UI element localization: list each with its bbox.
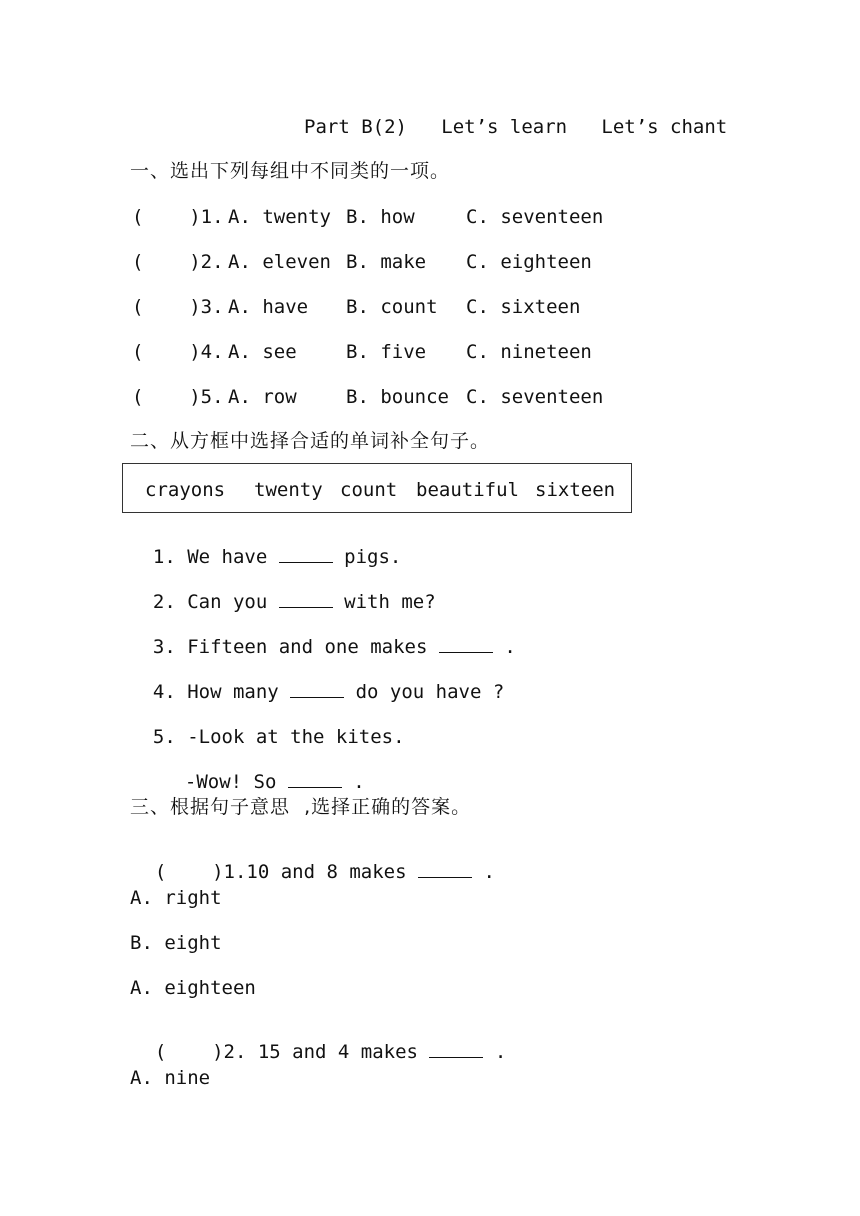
option-a: A. see: [228, 341, 297, 363]
question-text: ( )2. 15 and 4 makes: [154, 1041, 430, 1063]
option-a: A. twenty: [228, 206, 331, 228]
q2-option: A. nine: [130, 1067, 211, 1089]
question-text: .: [472, 861, 495, 883]
row-bracket: ( )2.: [132, 251, 224, 273]
option-b: B. count: [346, 296, 438, 318]
option-b: B. bounce: [346, 386, 449, 408]
option-c: C. sixteen: [466, 296, 581, 318]
question-1: [132, 844, 495, 882]
option-c: C. eighteen: [466, 251, 592, 273]
row-bracket: ( )3.: [132, 296, 224, 318]
row-bracket: ( )5.: [132, 386, 224, 408]
option-c: C. nineteen: [466, 341, 592, 363]
answer-blank[interactable]: [279, 593, 333, 608]
row-bracket: ( )4.: [132, 341, 224, 363]
sentence-text: with me?: [332, 591, 436, 613]
section3-heading: 三、根据句子意思 ,选择正确的答案。: [130, 796, 472, 818]
option-a: A. eleven: [228, 251, 331, 273]
answer-blank[interactable]: [290, 683, 344, 698]
sentence-4: [130, 664, 504, 702]
sentence-text: 5. -Look at the kites.: [152, 726, 405, 748]
sentence-text: 2. Can you: [152, 591, 279, 613]
sentence-text: 4. How many: [152, 681, 291, 703]
option-b: B. make: [346, 251, 427, 273]
question-text: .: [483, 1041, 507, 1063]
word-bank-item: sixteen: [535, 479, 616, 501]
word-bank-box: [122, 463, 632, 513]
sentence-5: [130, 709, 405, 747]
option-c: C. seventeen: [466, 386, 604, 408]
sentence-text: -Wow! So: [184, 771, 288, 793]
q1-option: B. eight: [130, 932, 222, 954]
answer-blank[interactable]: [279, 548, 333, 563]
sentence-5-reply: [162, 754, 365, 792]
word-bank-item: count: [340, 479, 398, 501]
section2-heading: 二、从方框中选择合适的单词补全句子。: [130, 430, 491, 452]
word-bank-item: twenty: [254, 479, 323, 501]
word-bank-item: beautiful: [416, 479, 519, 501]
question-2: [132, 1024, 506, 1062]
page-title: Part B(2) Let’s learn Let’s chant: [304, 116, 728, 138]
answer-blank[interactable]: [418, 863, 472, 878]
q1-option: A. right: [130, 887, 222, 909]
sentence-text: .: [341, 771, 365, 793]
row-bracket: ( )1.: [132, 206, 224, 228]
sentence-2: [130, 574, 436, 612]
option-b: B. how: [346, 206, 415, 228]
section1-heading: 一、选出下列每组中不同类的一项。: [130, 160, 451, 182]
sentence-text: 3. Fifteen and one makes: [152, 636, 439, 658]
question-text: ( )1.10 and 8 makes: [154, 861, 418, 883]
answer-blank[interactable]: [288, 773, 342, 788]
answer-blank[interactable]: [429, 1043, 483, 1058]
answer-blank[interactable]: [439, 638, 493, 653]
q1-option: A. eighteen: [130, 977, 256, 999]
word-bank-item: crayons: [145, 479, 226, 501]
sentence-text: do you have ?: [344, 681, 505, 703]
option-a: A. have: [228, 296, 309, 318]
option-a: A. row: [228, 386, 297, 408]
sentence-3: [130, 619, 516, 657]
sentence-text: .: [492, 636, 516, 658]
option-b: B. five: [346, 341, 427, 363]
option-c: C. seventeen: [466, 206, 604, 228]
sentence-text: pigs.: [332, 546, 402, 568]
sentence-1: [130, 529, 401, 567]
sentence-text: 1. We have: [152, 546, 279, 568]
